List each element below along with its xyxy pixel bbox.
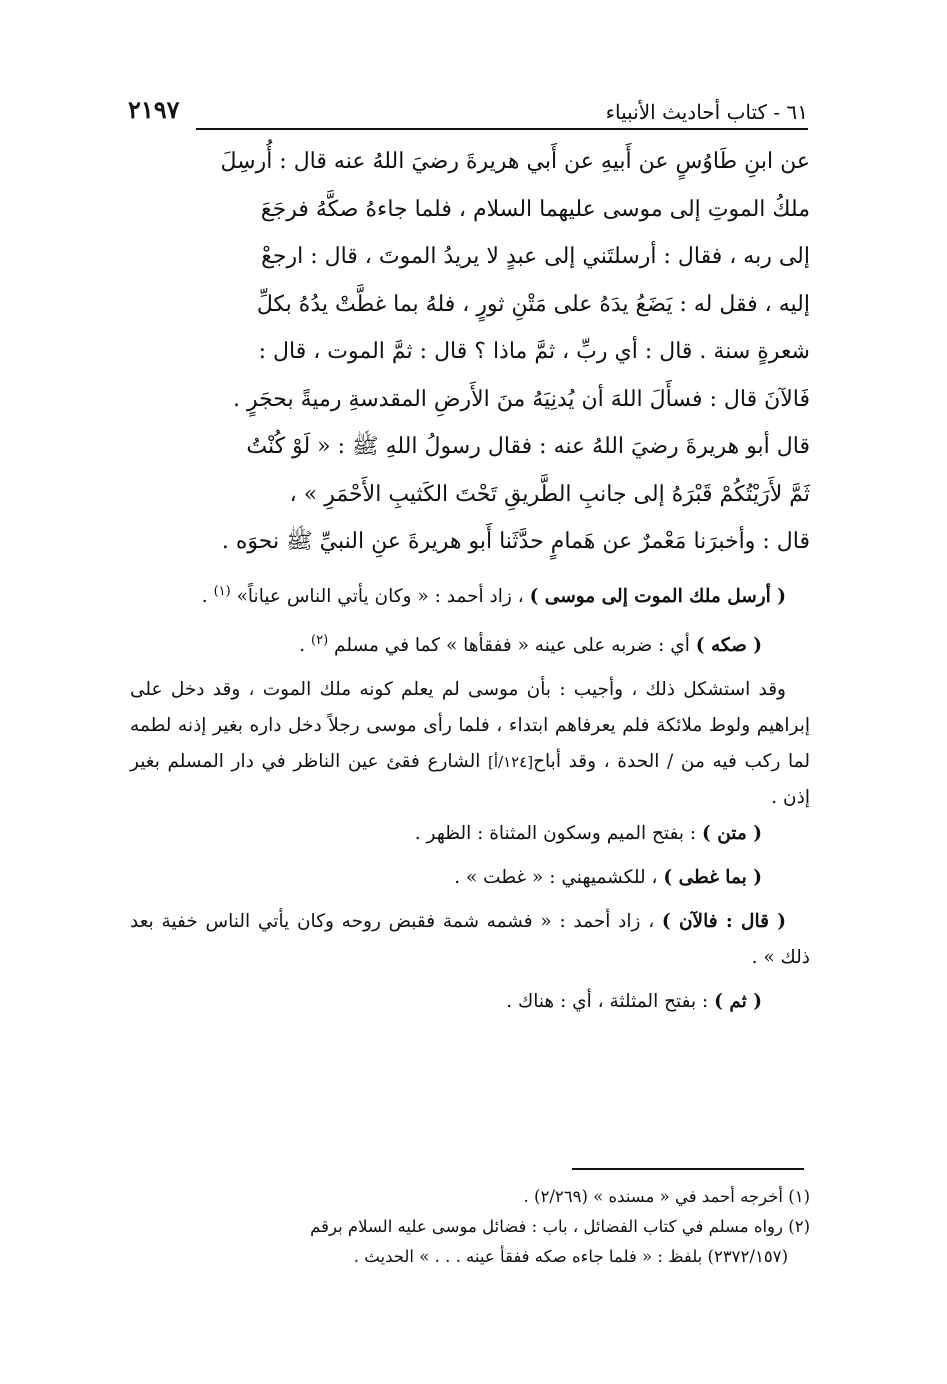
commentary-text: ، زاد أحمد : « وكان يأتي الناس عياناً» <box>236 585 524 607</box>
hadith-line: فَالآنَ قال : فسأَلَ اللهَ أن يُدنِيَهُ منَ الأَرضِ المقدسةِ رميةً بحجَرٍ . <box>232 386 810 412</box>
main-text <box>130 138 810 1020</box>
commentary-lemma: ( متن ) <box>702 822 762 844</box>
commentary-paragraph <box>130 672 810 816</box>
commentary-text: ، زاد أحمد : « فشمه شمة فقبض روحه وكان يأتي الناس خفية بعد ذلك » . <box>130 910 810 968</box>
page-number: ٢١٩٧ <box>128 95 180 124</box>
hadith-line: عن ابنِ طَاوُسٍ عن أَبيهِ عن أَبي هريرةَ رضيَ اللهُ عنه قال : أُرسِلَ <box>220 149 810 174</box>
hadith-line: ملكُ الموتِ إلى موسى عليهما السلام ، فلما جاءهُ صكَّهُ فرجَعَ <box>260 196 810 222</box>
commentary-text: أي : ضربه على عينه « ففقأها » كما في مسلم <box>334 634 690 656</box>
commentary-lemma: ( قال : فالآن ) <box>661 910 786 932</box>
hadith-line: شعرةٍ سنة . قال : أي ربِّ ، ثمَّ ماذا ؟ قال : ثمَّ الموت ، قال : <box>258 339 810 364</box>
commentary-text: . <box>201 585 208 607</box>
header-rule <box>196 128 808 130</box>
commentary-text: : بفتح المثلثة ، أي : هناك . <box>506 990 709 1012</box>
page-header <box>128 84 808 124</box>
footnote-1: (١) أخرجه أحمد في « مسنده » (٢/٢٦٩) . <box>523 1187 810 1206</box>
commentary-lemma: ( ثم ) <box>714 990 762 1012</box>
commentary-paragraph <box>130 574 810 615</box>
hadith-text <box>130 138 810 566</box>
commentary-paragraph <box>130 623 810 664</box>
commentary <box>130 574 810 1020</box>
commentary-lemma: ( أرسل ملك الموت إلى موسى ) <box>529 585 786 607</box>
hadith-line: قال : وأخبرَنا مَعْمرٌ عن هَمامٍ حدَّثَنا أَبو هريرةَ عنِ النبيِّ ﷺ نحوَه . <box>221 529 810 554</box>
commentary-paragraph <box>130 904 810 976</box>
commentary-text: ، للكشميهني : « غطت » . <box>454 866 658 888</box>
footnote-marker: (٢) <box>311 632 329 648</box>
commentary-text: . <box>299 634 306 656</box>
commentary-text: : بفتح الميم وسكون المثناة : الظهر . <box>414 822 697 844</box>
footnotes <box>130 1182 810 1272</box>
commentary-text: وقد استشكل ذلك ، وأجيب : بأن موسى لم يعلم كونه ملك الموت ، وقد دخل على إبراهيم ولوط ملائكة فلم يعرفاهم ابتداء ، فلما رأى موسى رجلاً دخل داره بغير إذنه لطمه لما ركب فيه من / الحدة ، وقد أباح <box>130 678 810 772</box>
footnote-2: (٢) رواه مسلم في كتاب الفضائل ، باب : فضائل موسى عليه السلام برقم <box>310 1217 810 1236</box>
commentary-lemma: ( بما غطى ) <box>663 866 762 888</box>
hadith-line: إلى ربه ، فقال : أرسلتَني إلى عبدٍ لا يريدُ الموتَ ، قال : ارجعْ <box>261 244 810 269</box>
commentary-text: الشارع فقئ عين الناظر في دار المسلم بغير إذن . <box>130 750 810 808</box>
footnote-rule <box>572 1168 804 1170</box>
commentary-paragraph <box>130 816 810 852</box>
hadith-line: إليه ، فقل له : يَضَعُ يدَهُ على مَتْنِ ثورٍ ، فلهُ بما غطَّتْ يدُهُ بكلِّ <box>256 291 810 317</box>
hadith-line: ثَمَّ لأَرَيْتُكُمْ قَبْرَهُ إلى جانبِ الطَّريقِ تَحْتَ الكَثيبِ الأَحْمَرِ » ، <box>289 481 810 507</box>
hadith-line: قال أبو هريرةَ رضيَ اللهُ عنه : فقال رسولُ اللهِ ﷺ : « لَوْ كُنْتُ <box>246 434 810 459</box>
commentary-paragraph <box>130 984 810 1020</box>
commentary-paragraph <box>130 860 810 896</box>
manuscript-folio-ref: [١٢٤/أ] <box>487 752 534 771</box>
footnote-marker: (١) <box>213 583 231 599</box>
commentary-lemma: ( صكه ) <box>695 634 762 656</box>
running-title: ٦١ - كتاب أحاديث الأنبياء <box>605 100 808 124</box>
footnote-2-continuation: (٢٣٧٢/١٥٧) بلفظ : « فلما جاءه صكه ففقأ عينه . . . » الحديث . <box>353 1247 788 1266</box>
